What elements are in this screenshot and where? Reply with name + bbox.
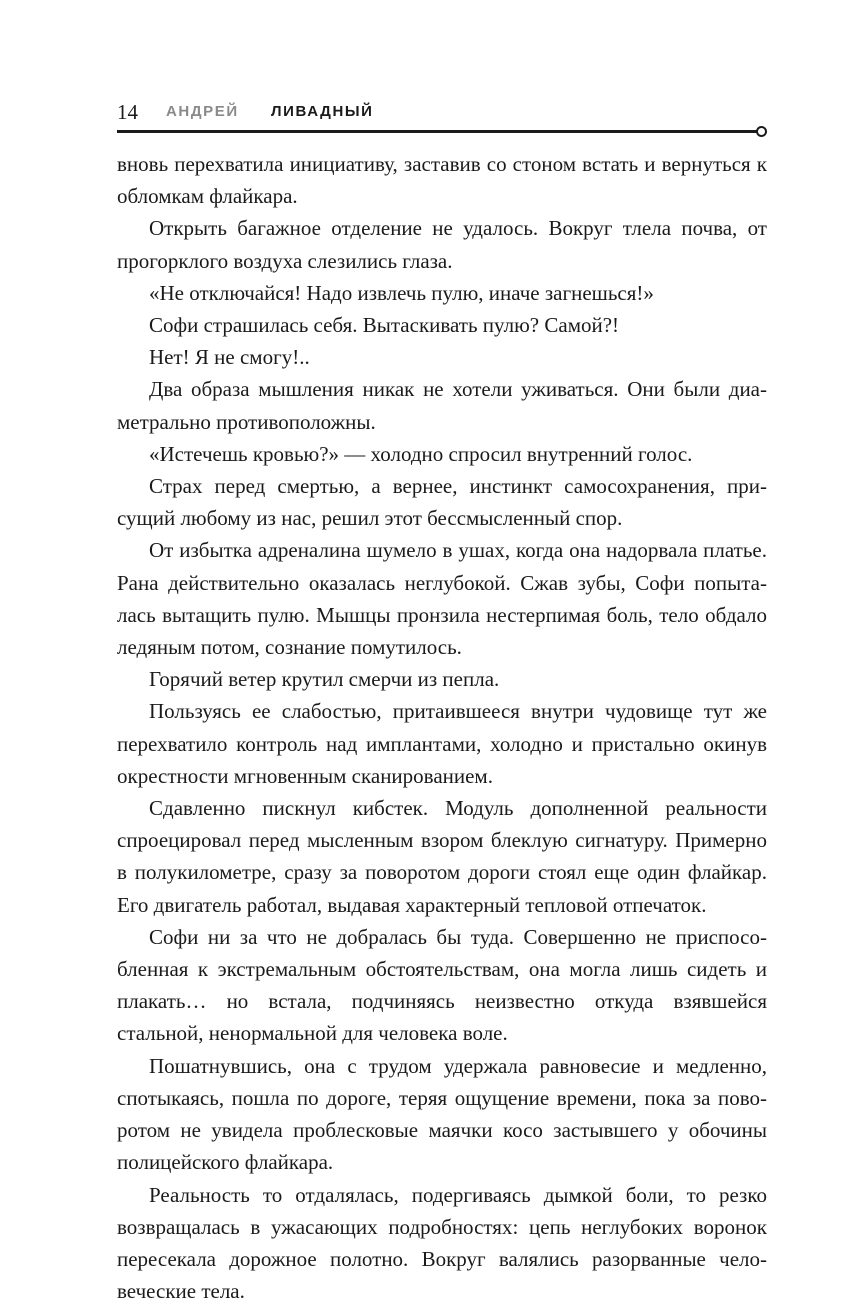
paragraph: Сдавленно пискнул кибстек. Модуль дополненной реальности спроецировал перед мысленным взором блеклую сигнатуру. Примерно в полукилометре, сразу за поворотом дороги стоял еще один флайкар. Его двигатель работал, выдавая характерный тепловой отпечаток. bbox=[117, 792, 767, 921]
paragraph: Нет! Я не смогу!.. bbox=[117, 341, 767, 373]
paragraph: Страх перед смертью, а вернее, инстинкт самосохранения, присущий любому из нас, решил этот бессмысленный спор. bbox=[117, 470, 767, 534]
paragraph: Два образа мышления никак не хотели уживаться. Они были диаметрально противоположны. bbox=[117, 373, 767, 437]
paragraph: Софи страшилась себя. Вытаскивать пулю? Самой?! bbox=[117, 309, 767, 341]
author-last-name: ЛИВАДНЫЙ bbox=[271, 103, 374, 120]
paragraph: Открыть багажное отделение не удалось. Вокруг тлела почва, от прогорклого воздуха слезились глаза. bbox=[117, 212, 767, 276]
header-rule-end-circle bbox=[756, 126, 767, 137]
paragraph: «Истечешь кровью?» — холодно спросил внутренний голос. bbox=[117, 438, 767, 470]
author-first-name: АНДРЕЙ bbox=[166, 103, 239, 120]
paragraph: Пользуясь ее слабостью, притаившееся внутри чудовище тут же перехватило контроль над имплантами, холодно и пристально окинув окрестности мгновенным сканированием. bbox=[117, 695, 767, 792]
body-text bbox=[117, 148, 767, 1307]
page-number: 14 bbox=[117, 100, 138, 125]
paragraph: Реальность то отдалялась, подергиваясь дымкой боли, то резко возвращалась в ужасающих подробностях: цепь неглубоких воронок пересекала дорожное полотно. Вокруг валялись разорванные человеческие тела. bbox=[117, 1179, 767, 1307]
paragraph: От избытка адреналина шумело в ушах, когда она надорвала платье. Рана действительно оказалась неглубокой. Сжав зубы, Софи попыталась вытащить пулю. Мышцы пронзила нестерпимая боль, тело обдало ледяным потом, сознание помутилось. bbox=[117, 534, 767, 663]
paragraph: «Не отключайся! Надо извлечь пулю, иначе загнешься!» bbox=[117, 277, 767, 309]
running-header bbox=[117, 98, 767, 128]
paragraph: Софи ни за что не добралась бы туда. Совершенно не приспособленная к экстремальным обстоятельствам, она могла лишь сидеть и плакать… но встала, подчиняясь неизвестно откуда взявшейся стальной, ненормальной для человека воле. bbox=[117, 921, 767, 1050]
paragraph: вновь перехватила инициативу, заставив со стоном встать и вернуться к обломкам флайкара. bbox=[117, 148, 767, 212]
paragraph: Пошатнувшись, она с трудом удержала равновесие и медленно, спотыкаясь, пошла по дороге, теряя ощущение времени, пока за поворотом не увидела проблесковые маячки косо застывшего у обочины полицейского флайкара. bbox=[117, 1050, 767, 1179]
paragraph: Горячий ветер крутил смерчи из пепла. bbox=[117, 663, 767, 695]
header-rule bbox=[117, 130, 757, 133]
